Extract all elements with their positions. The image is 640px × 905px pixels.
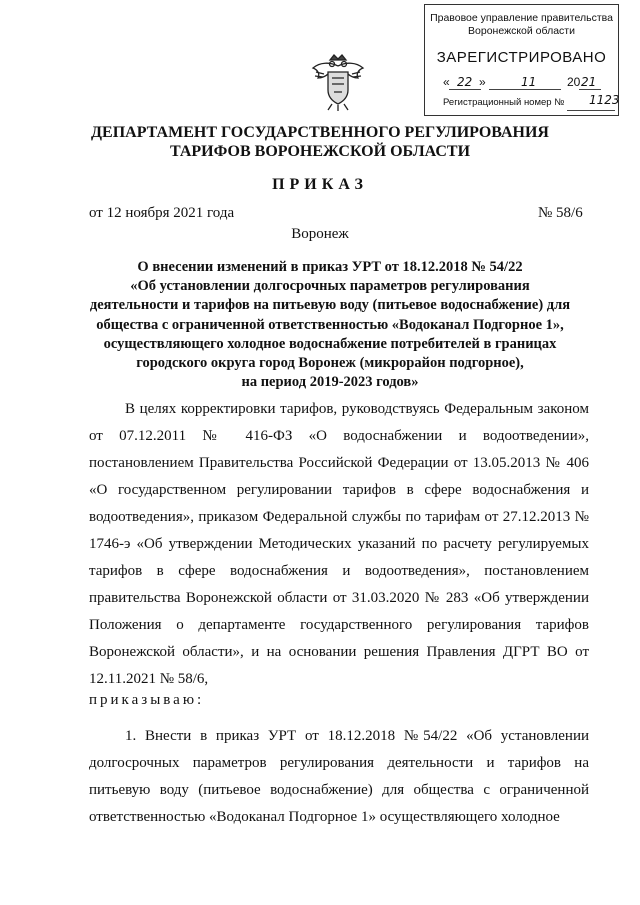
order-date: от 12 ноября 2021 года bbox=[89, 205, 235, 221]
title-line: деятельности и тарифов на питьевую воду (питьевое водоснабжение) для bbox=[89, 297, 571, 314]
stamp-reg-number-value: 1123 bbox=[589, 93, 620, 107]
department-name bbox=[0, 123, 640, 161]
title-line: городского округа город Воронеж (микрорайон подгорное), bbox=[136, 355, 524, 372]
coat-of-arms-icon bbox=[310, 52, 366, 112]
stamp-authority-line1: Правовое управление правительства bbox=[430, 12, 613, 24]
department-line1: ДЕПАРТАМЕНТ ГОСУДАРСТВЕННОГО РЕГУЛИРОВАНИЯ bbox=[91, 124, 549, 141]
stamp-year-suffix: 21 bbox=[581, 75, 597, 89]
title-line: «Об установлении долгосрочных параметров регулирования bbox=[130, 278, 530, 295]
preamble-paragraph: В целях корректировки тарифов, руководствуясь Федеральным законом от 07.12.2011 № 416-ФЗ «О водоснабжении и водоотведении», постановлением Правительства Российской Федерации от 13.05.2013 № 406 «О государственном регулировании тарифов в сфере водоснабжения и водоотведения», приказом Федеральной службы по тарифам от 27.12.2013 № 1746-э «Об утверждении Методических указаний по расчету регулируемых тарифов в сфере водоснабжения и водоотведения», постановлением правительства Воронежской области от 31.03.2020 № 283 «Об утверждении Положения о департаменте государственного регулирования тарифов Воронежской области», и на основании решения Правления ДГРТ ВО от 12.11.2021 № 58/6, bbox=[89, 401, 589, 687]
title-line: осуществляющего холодное водоснабжение потребителей в границах bbox=[103, 335, 557, 352]
registration-stamp bbox=[424, 4, 619, 116]
department-line2: ТАРИФОВ ВОРОНЕЖСКОЙ ОБЛАСТИ bbox=[169, 143, 471, 160]
stamp-reg-number bbox=[443, 93, 620, 108]
stamp-day: 22 bbox=[457, 75, 473, 89]
stamp-date: « 22 » 11 20 21 bbox=[441, 75, 610, 91]
stamp-registered-label: ЗАРЕГИСТРИРОВАНО bbox=[436, 49, 607, 66]
stamp-year-prefix: 20 bbox=[567, 75, 581, 89]
title-line: общества с ограниченной ответственностью «Водоканал Подгорное 1», bbox=[96, 316, 564, 333]
stamp-authority-line2: Воронежской области bbox=[468, 25, 575, 37]
title-line: О внесении изменений в приказ УРТ от 18.12.2018 № 54/22 bbox=[137, 259, 523, 275]
city: Воронеж bbox=[291, 226, 349, 242]
stamp-month: 11 bbox=[521, 75, 537, 89]
clause-1-paragraph: 1. Внести в приказ УРТ от 18.12.2018 №54/22 «Об установлении долгосрочных параметров регулирования деятельности и тарифов на питьевую воду (питьевое водоснабжение) для общества с ограниченной ответственностью «Водоканал Подгорное 1» осуществляющего холодное bbox=[89, 728, 589, 825]
document-type: ПРИКАЗ bbox=[272, 176, 368, 193]
order-title bbox=[60, 258, 600, 392]
order-number: № 58/6 bbox=[538, 205, 583, 221]
stamp-reg-label: Регистрационный номер № bbox=[443, 97, 565, 108]
title-line: на период 2019-2023 годов» bbox=[241, 374, 419, 391]
order-verb: приказываю: bbox=[89, 692, 205, 708]
